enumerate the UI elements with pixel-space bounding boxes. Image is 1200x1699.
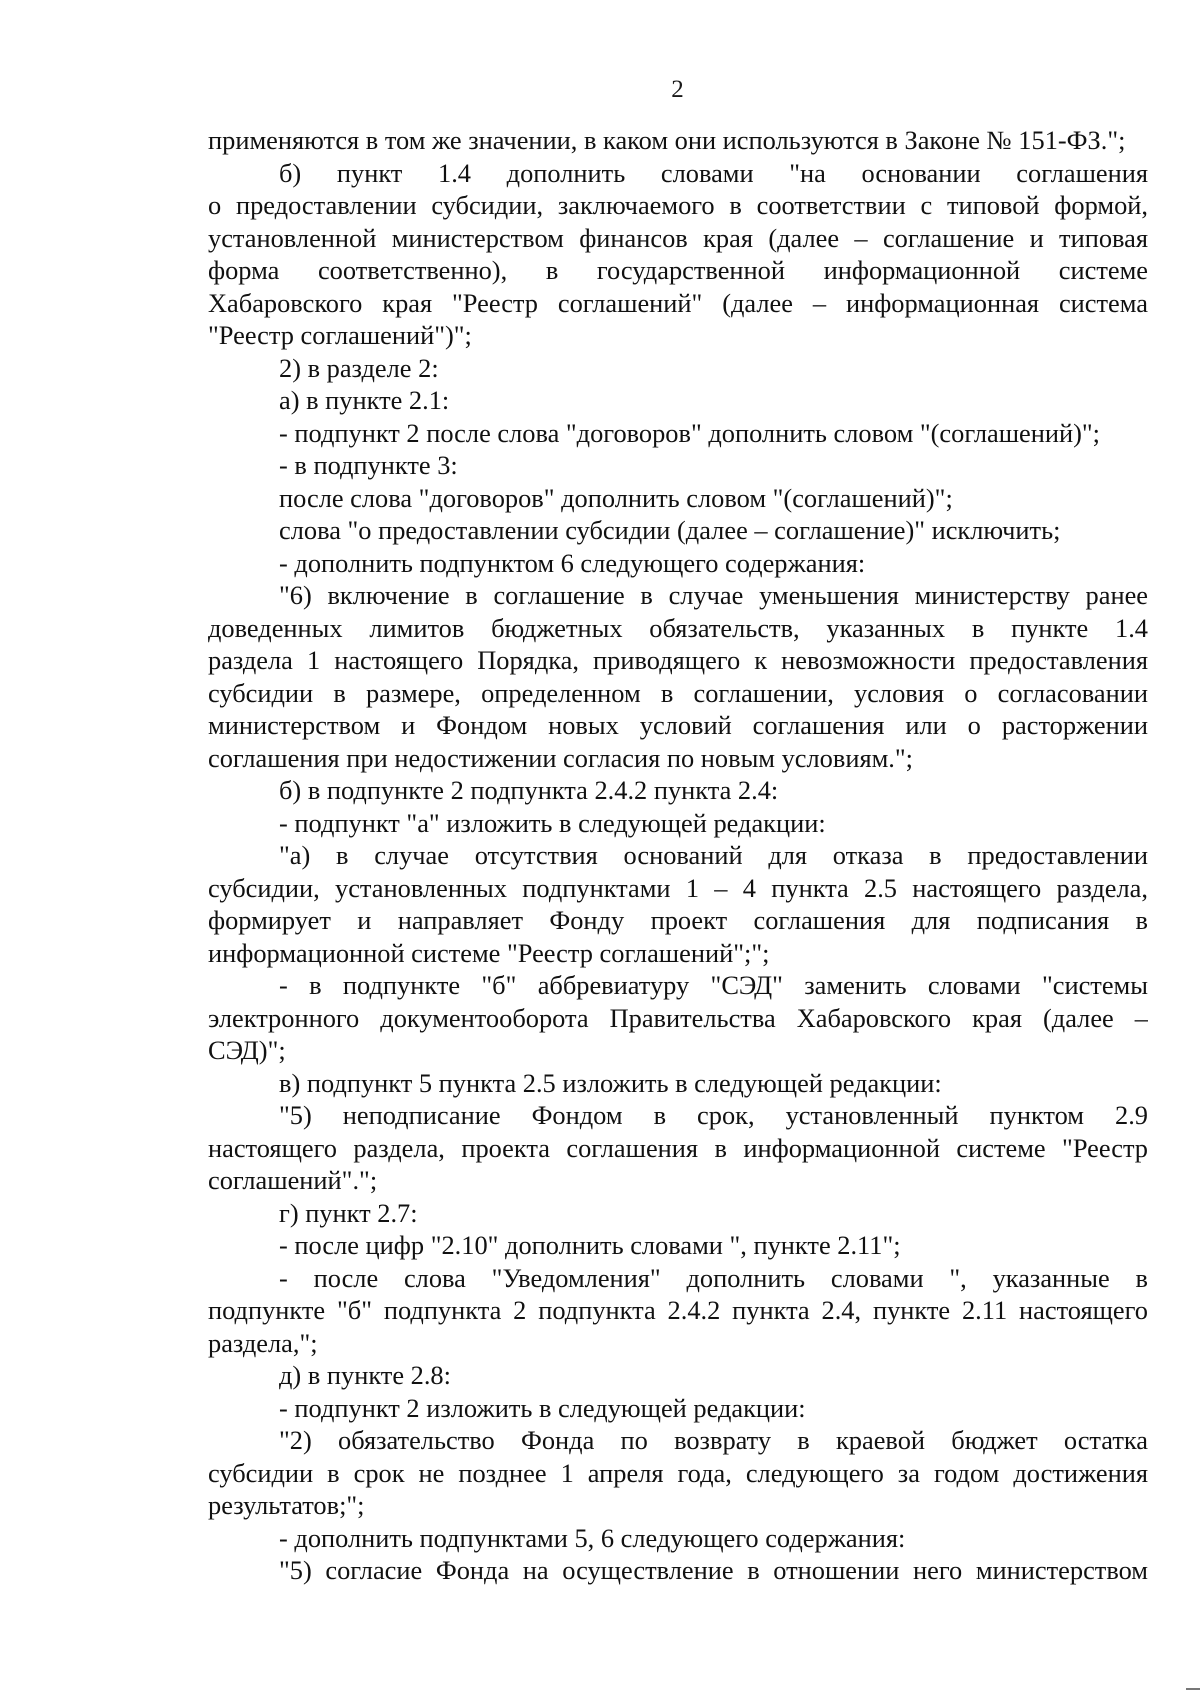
- text-line: министерством и Фондом новых условий соглашения или о расторжении: [208, 710, 1148, 740]
- text-line: электронного документооборота Правительства Хабаровского края (далее –: [208, 1002, 1148, 1033]
- text-line: установленной министерством финансов края (далее – соглашение и типовая: [208, 222, 1148, 253]
- text-line: - дополнить подпунктом 6 следующего содержания:: [279, 547, 866, 578]
- text-line: б) пункт 1.4 дополнить словами "на основании соглашения: [279, 157, 1148, 188]
- document-body: [208, 124, 1148, 1587]
- text-line: - подпункт 2 после слова "договоров" дополнить словом "(соглашений)";: [279, 417, 1100, 448]
- text-line: "Реестр соглашений")";: [208, 320, 472, 350]
- text-line: - в подпункте 3:: [279, 450, 458, 480]
- text-line: - дополнить подпунктами 5, 6 следующего содержания:: [279, 1522, 906, 1553]
- text-line: формирует и направляет Фонду проект соглашения для подписания в: [208, 905, 1148, 935]
- text-line: "5) неподписание Фондом в срок, установленный пунктом 2.9: [279, 1100, 1148, 1130]
- text-line: г) пункт 2.7:: [279, 1197, 418, 1228]
- text-line: - после слова "Уведомления" дополнить словами ", указанные в: [279, 1262, 1148, 1293]
- text-line: информационной системе "Реестр соглашений";";: [208, 937, 770, 968]
- text-line: после слова "договоров" дополнить словом "(соглашений)";: [279, 482, 953, 513]
- text-line: субсидии в срок не позднее 1 апреля года, следующего за годом достижения: [208, 1457, 1148, 1488]
- text-line: результатов;";: [208, 1490, 365, 1520]
- text-line: настоящего раздела, проекта соглашения в информационной системе "Реестр: [208, 1132, 1148, 1163]
- text-line: - в подпункте "б" аббревиатуру "СЭД" заменить словами "системы: [279, 970, 1148, 1000]
- page-number: 2: [671, 76, 684, 103]
- text-line: соглашения при недостижении согласия по новым условиям.";: [208, 742, 914, 773]
- text-line: субсидии, установленных подпунктами 1 – 4 пункта 2.5 настоящего раздела,: [208, 872, 1148, 903]
- text-line: - подпункт "а" изложить в следующей редакции:: [279, 807, 826, 838]
- text-line: д) в пункте 2.8:: [279, 1360, 451, 1390]
- text-line: форма соответственно), в государственной информационной системе: [208, 255, 1148, 285]
- text-line: "а) в случае отсутствия оснований для отказа в предоставлении: [279, 840, 1148, 870]
- text-line: подпункте "б" подпункта 2 подпункта 2.4.2 пункта 2.4, пункте 2.11 настоящего: [208, 1295, 1148, 1325]
- text-line: "5) согласие Фонда на осуществление в отношении него министерством: [279, 1555, 1148, 1585]
- text-line: СЭД)";: [208, 1035, 286, 1065]
- text-line: слова "о предоставлении субсидии (далее – соглашение)" исключить;: [279, 515, 1061, 545]
- text-line: субсидии в размере, определенном в соглашении, условия о согласовании: [208, 677, 1148, 708]
- text-line: - после цифр "2.10" дополнить словами ", пункте 2.11";: [279, 1230, 901, 1260]
- text-line: - подпункт 2 изложить в следующей редакции:: [279, 1392, 806, 1423]
- text-line: доведенных лимитов бюджетных обязательств, указанных в пункте 1.4: [208, 612, 1148, 643]
- text-line: соглашений".";: [208, 1165, 378, 1195]
- text-line: "6) включение в соглашение в случае уменьшения министерству ранее: [279, 580, 1148, 610]
- text-line: о предоставлении субсидии, заключаемого в соответствии с типовой формой,: [208, 190, 1148, 220]
- text-line: а) в пункте 2.1:: [279, 385, 450, 415]
- text-line: б) в подпункте 2 подпункта 2.4.2 пункта 2.4:: [279, 775, 779, 805]
- text-line: Хабаровского края "Реестр соглашений" (далее – информационная система: [208, 287, 1148, 318]
- text-line: применяются в том же значении, в каком они используются в Законе № 151-ФЗ.";: [208, 125, 1126, 155]
- text-line: в) подпункт 5 пункта 2.5 изложить в следующей редакции:: [279, 1067, 942, 1098]
- text-line: "2) обязательство Фонда по возврату в краевой бюджет остатка: [279, 1425, 1148, 1455]
- text-line: раздела 1 настоящего Порядка, приводящего к невозможности предоставления: [208, 645, 1148, 675]
- text-line: 2) в разделе 2:: [279, 352, 439, 383]
- text-line: раздела,";: [208, 1327, 318, 1358]
- scan-artifact-mark: [1186, 1688, 1200, 1690]
